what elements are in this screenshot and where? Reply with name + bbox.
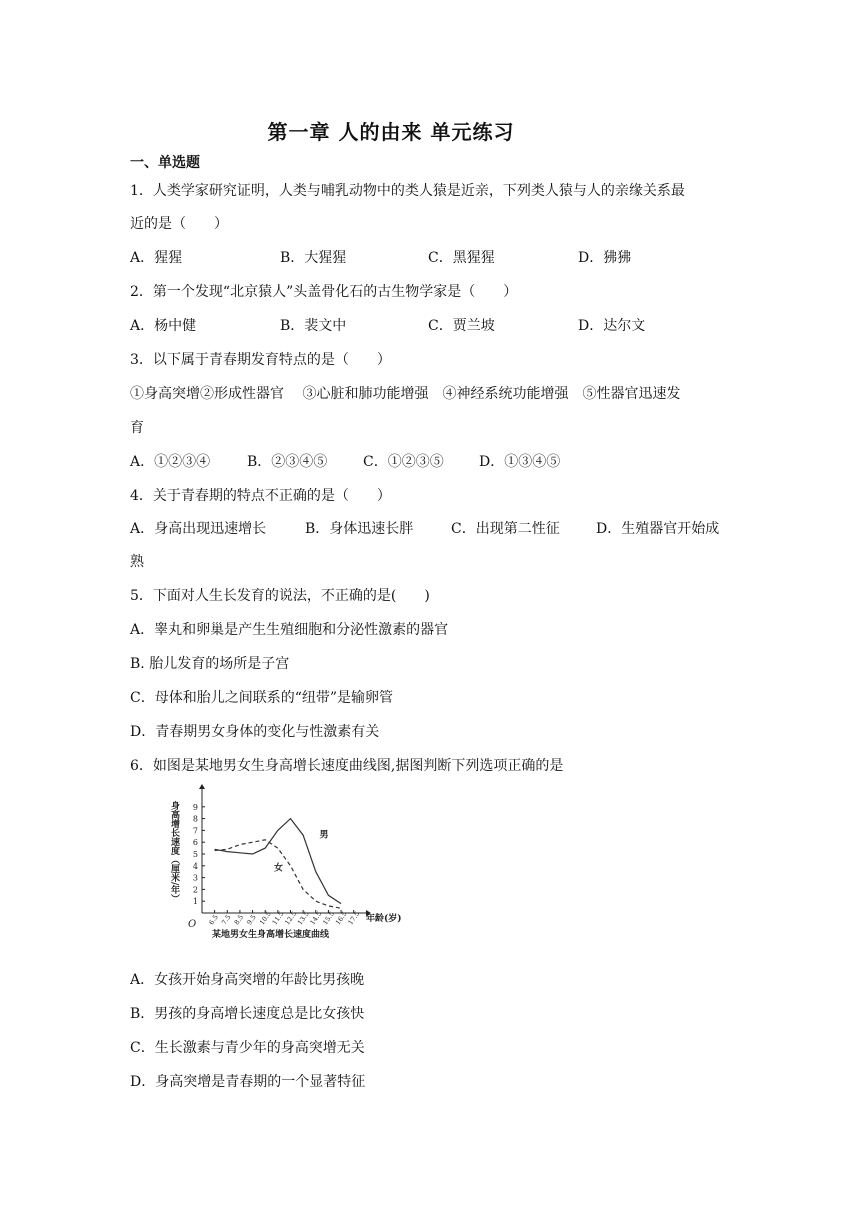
chart-x-tick-label: 13.5 <box>295 909 311 927</box>
q4-option-d[interactable]: D．生殖器官开始成 <box>596 521 720 537</box>
chart-x-label: 年龄(岁) <box>366 914 402 924</box>
chart-series-label-male: 男 <box>319 830 329 841</box>
q1-option-c[interactable]: C．黑猩猩 <box>428 250 495 266</box>
chart-x-tick-label: 8.5 <box>232 913 246 927</box>
chart-x-tick-label: 17.5 <box>346 909 362 927</box>
q6-option-d[interactable]: D．身高突增是青春期的一个显著特征 <box>130 1074 366 1090</box>
chart-y-tick-label: 8 <box>192 814 198 824</box>
q3-items-line2: 育 <box>130 420 144 436</box>
chart-y-tick-label: 1 <box>192 897 198 907</box>
chart-y-tick-label: 5 <box>192 850 198 859</box>
q4-option-d-wrap: 熟 <box>130 554 144 570</box>
section-heading: 一、单选题 <box>130 155 200 171</box>
chart-series-line-female <box>215 840 341 909</box>
q3-stem: 3．以下属于青春期发育特点的是（ ） <box>130 352 391 368</box>
q2-option-d[interactable]: D．达尔文 <box>578 318 646 334</box>
q2-option-a[interactable]: A．杨中健 <box>130 318 197 334</box>
chart-y-label: 身高增长速度（厘米/年） <box>169 801 179 904</box>
chart-x-tick-label: 12.5 <box>283 909 299 927</box>
q4-option-b[interactable]: B．身体迅速长胖 <box>305 521 414 537</box>
chart-y-tick-label: 6 <box>192 838 198 848</box>
q1-option-d[interactable]: D．狒狒 <box>578 250 632 266</box>
q3-option-d[interactable]: D．①③④⑤ <box>479 454 561 470</box>
q3-option-b[interactable]: B．②③④⑤ <box>247 454 328 470</box>
q1-options <box>130 247 750 267</box>
q4-stem: 4．关于青春期的特点不正确的是（ ） <box>130 488 391 504</box>
q5-option-b[interactable]: B. 胎儿发育的场所是子宫 <box>130 656 290 672</box>
q2-stem: 2．第一个发现“北京猿人”头盖骨化石的古生物学家是（ ） <box>130 284 518 300</box>
q5-option-d[interactable]: D．青春期男女身体的变化与性激素有关 <box>130 724 380 740</box>
q6-option-a[interactable]: A．女孩开始身高突增的年龄比男孩晚 <box>130 972 365 988</box>
q6-stem: 6．如图是某地男女生身高增长速度曲线图,据图判断下列选项正确的是 <box>130 758 564 774</box>
chart-origin-label: O <box>188 919 197 930</box>
chart-x-tick-label: 11.5 <box>270 909 286 927</box>
q3-option-c[interactable]: C．①②③⑤ <box>363 454 444 470</box>
chart-x-tick-label: 7.5 <box>220 913 233 927</box>
chart-y-tick-label: 2 <box>192 885 198 895</box>
q3-items-line1: ①身高突增②形成性器官 ③心脏和肺功能增强 ④神经系统功能增强 ⑤性器官迅速发 <box>130 386 681 402</box>
chart-x-tick-label: 10.5 <box>257 909 273 927</box>
chart-x-tick-label: 16.5 <box>333 909 349 927</box>
chart-x-tick-label: 6.5 <box>207 913 220 927</box>
chart-series-label-female: 女 <box>274 863 284 874</box>
q1-option-a[interactable]: A．猩猩 <box>130 250 183 266</box>
chart-y-tick-label: 7 <box>192 826 198 836</box>
q1-stem-line1: 1．人类学家研究证明，人类与哺乳动物中的类人猿是近亲，下列类人猿与人的亲缘关系最 <box>130 183 685 199</box>
q4-option-a[interactable]: A．身高出现迅速增长 <box>130 521 267 537</box>
chart-title: 某地男女生身高增长速度曲线 <box>212 930 330 940</box>
growth-rate-chart <box>160 783 412 951</box>
q5-option-c[interactable]: C．母体和胎儿之间联系的“纽带”是输卵管 <box>130 690 394 706</box>
q2-options <box>130 315 750 335</box>
q2-option-b[interactable]: B．裴文中 <box>280 318 347 334</box>
chart-x-tick-label: 9.5 <box>245 913 258 927</box>
chart-y-arrow <box>199 784 205 789</box>
chart-y-tick-label: 3 <box>192 873 198 883</box>
q5-stem: 5．下面对人生长发育的说法，不正确的是( ) <box>130 588 430 604</box>
q3-option-a[interactable]: A．①②③④ <box>130 454 211 470</box>
page-title: 第一章 人的由来 单元练习 <box>267 120 515 144</box>
q6-option-c[interactable]: C．生长激素与青少年的身高突增无关 <box>130 1040 365 1056</box>
chart-y-tick-label: 4 <box>192 861 198 871</box>
chart-x-tick-label: 15.5 <box>321 909 337 927</box>
q3-options <box>130 451 750 471</box>
q4-options <box>130 518 750 538</box>
q6-option-b[interactable]: B．男孩的身高增长速度总是比女孩快 <box>130 1006 365 1022</box>
q4-option-c[interactable]: C．出现第二性征 <box>451 521 560 537</box>
q1-option-b[interactable]: B．大猩猩 <box>280 250 347 266</box>
q2-option-c[interactable]: C．贾兰坡 <box>428 318 495 334</box>
q1-stem-line2: 近的是（ ） <box>130 216 228 232</box>
chart-y-tick-label: 9 <box>192 802 198 812</box>
chart-x-tick-label: 14.5 <box>308 909 324 927</box>
q5-option-a[interactable]: A．睾丸和卵巢是产生生殖细胞和分泌性激素的器官 <box>130 622 449 638</box>
